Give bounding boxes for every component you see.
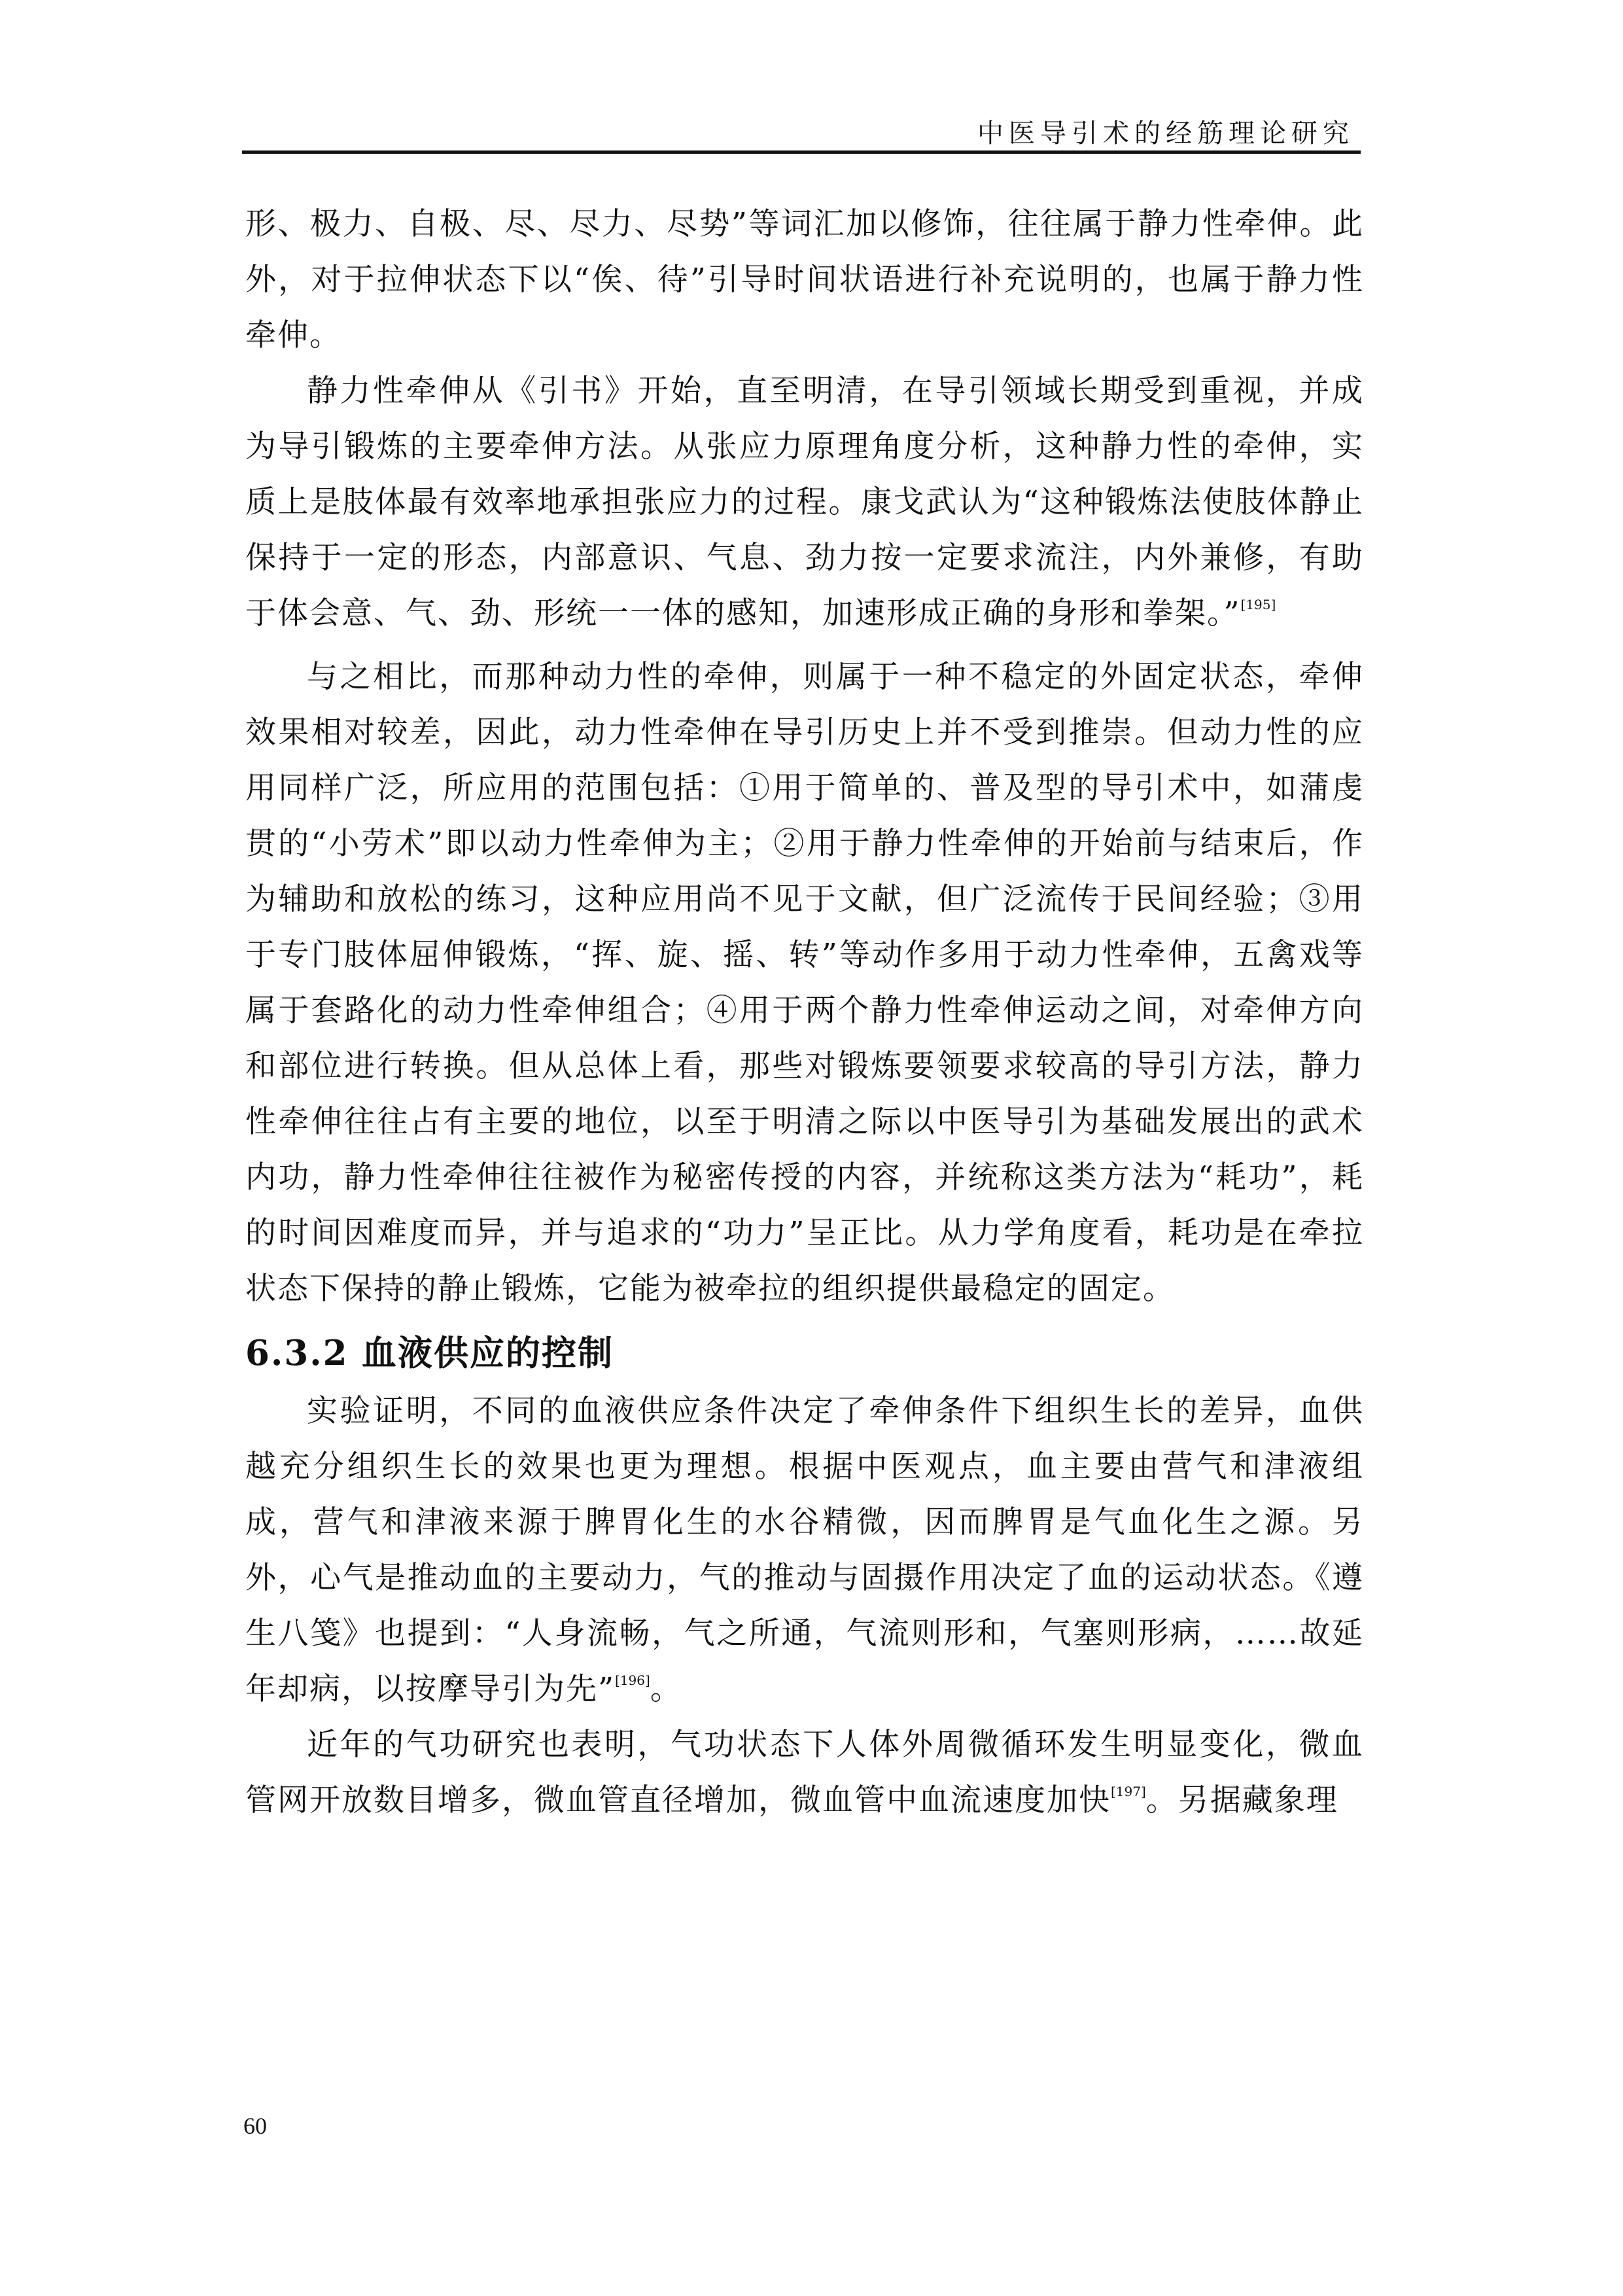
citation-196: [196] [615,1672,650,1688]
paragraph-text: 形、极力、自极、尽、尽力、尽势”等词汇加以修饰，往往属于静力性牵伸。此外，对于拉伸状态下以“俟、待”引导时间状语进行补充说明的，也属于静力性牵伸。 [245,206,1364,353]
paragraph-dynamic-stretch [245,649,1364,1316]
page-number: 60 [243,2113,267,2139]
paragraph-text: 实验证明，不同的血液供应条件决定了牵伸条件下组织生长的差异，血供越充分组织生长的效果也更为理想。根据中医观点，血主要由营气和津液组成，营气和津液来源于脾胃化生的水谷精微，因而脾胃是气血化生之源。另外，心气是推动血的主要动力，气的推动与固摄作用决定了血的运动状态。《遵生八笺》也提到：“人身流畅，气之所通，气流则形和，气塞则形病，……故延年却病，以按摩导引为先” [245,1393,1364,1707]
section-heading: 6.3.2 血液供应的控制 [245,1333,614,1373]
body-text [245,196,1364,1828]
paragraph-static-stretch-definition [245,196,1364,363]
paragraph-qigong-research [245,1717,1364,1828]
paragraph-tail: 。另据藏象理 [1145,1782,1338,1818]
paragraph-static-stretch-history [245,363,1364,641]
paragraph-text: 静力性牵伸从《引书》开始，直至明清，在导引领域长期受到重视，并成为导引锻炼的主要牵伸方法。从张应力原理角度分析，这种静力性的牵伸，实质上是肢体最有效率地承担张应力的过程。康戈武认为“这种锻炼法使肢体静止保持于一定的形态，内部意识、气息、劲力按一定要求流注，内外兼修，有助于体会意、气、劲、形统一一体的感知，加速形成正确的身形和拳架。” [245,373,1364,631]
paragraph-tail: 。 [650,1671,682,1707]
paragraph-text: 近年的气功研究也表明，气功状态下人体外周微循环发生明显变化，微血管网开放数目增多，微血管直径增加，微血管中血流速度加快 [245,1727,1364,1818]
citation-195: [195] [1240,597,1276,612]
running-header-title: 中医导引术的经筋理论研究 [977,118,1354,149]
paragraph-blood-supply [245,1383,1364,1717]
running-header [242,98,1361,154]
citation-197: [197] [1111,1784,1146,1799]
paragraph-text: 与之相比，而那种动力性的牵伸，则属于一种不稳定的外固定状态，牵伸效果相对较差，因此，动力性牵伸在导引历史上并不受到推崇。但动力性的应用同样广泛，所应用的范围包括：①用于简单的、普及型的导引术中，如蒲虔贯的“小劳术”即以动力性牵伸为主；②用于静力性牵伸的开始前与结束后，作为辅助和放松的练习，这种应用尚不见于文献，但广泛流传于民间经验；③用于专门肢体屈伸锻炼，“挥、旋、摇、转”等动作多用于动力性牵伸，五禽戏等属于套路化的动力性牵伸组合；④用于两个静力性牵伸运动之间，对牵伸方向和部位进行转换。但从总体上看，那些对锻炼要领要求较高的导引方法，静力性牵伸往往占有主要的地位，以至于明清之际以中医导引为基础发展出的武术内功，静力性牵伸往往被作为秘密传授的内容，并统称这类方法为“耗功”，耗的时间因难度而异，并与追求的“功力”呈正比。从力学角度看，耗功是在牵拉状态下保持的静止锻炼，它能为被牵拉的组织提供最稳定的固定。 [245,659,1364,1307]
